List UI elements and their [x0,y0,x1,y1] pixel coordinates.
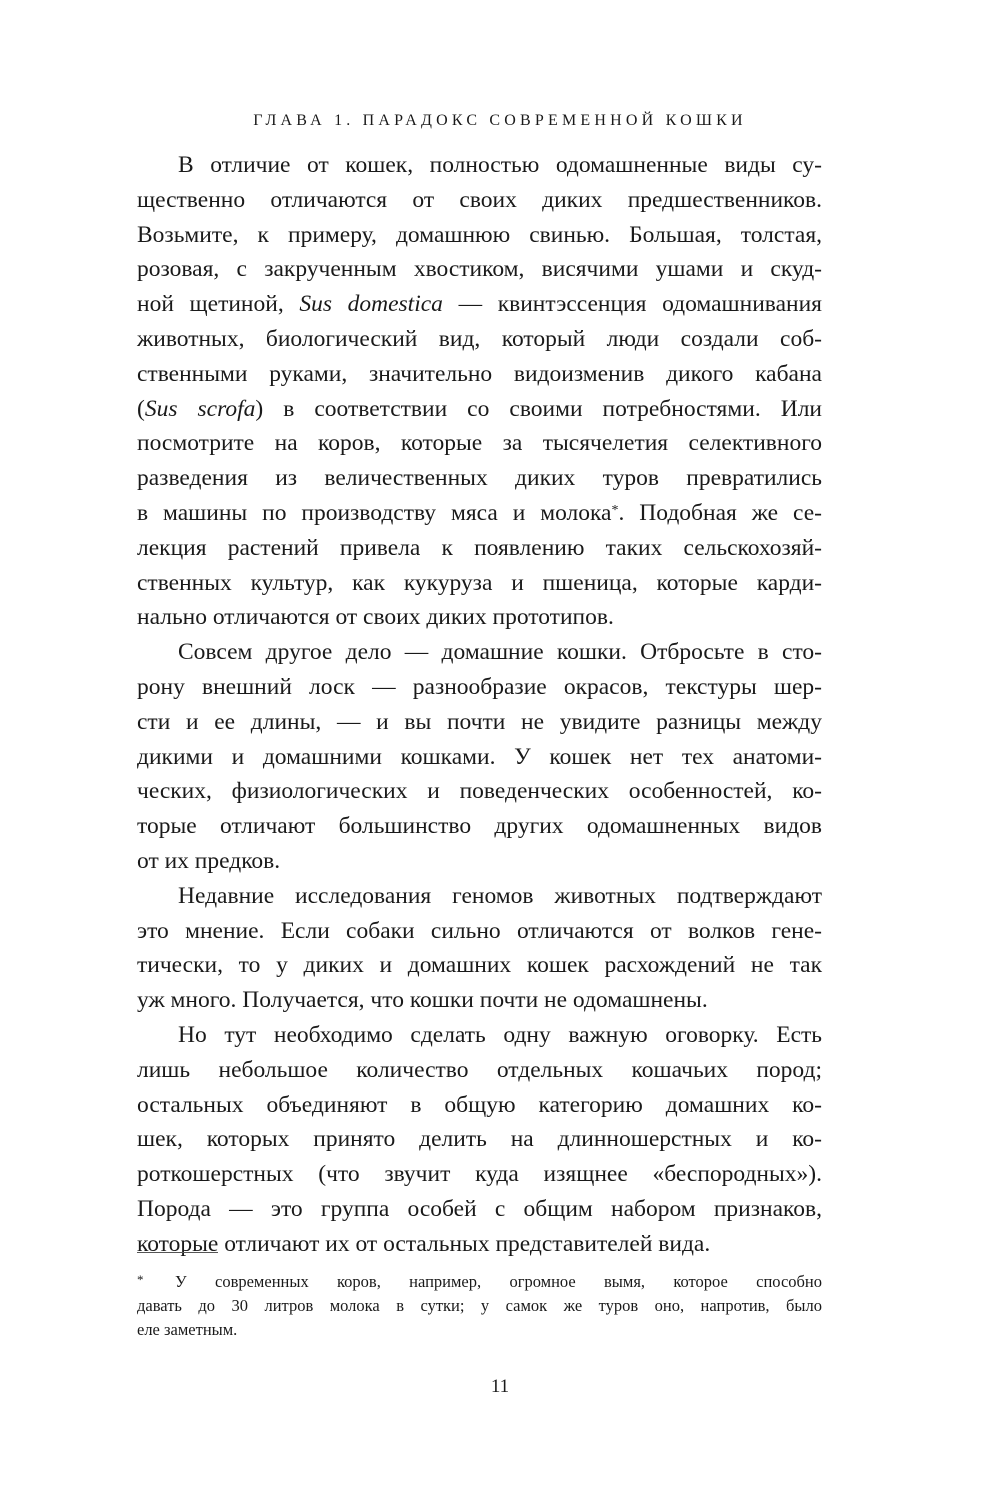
text-line [137,1227,822,1262]
text-segment: ственных культур, как кукуруза и пшеница, которые карди- [137,569,822,596]
text-line [137,740,822,775]
text-segment: розовая, с закрученным хвостиком, висячими ушами и скуд- [137,256,822,283]
italic-text: Sus domestica [299,291,443,318]
text-line [137,948,822,983]
text-segment: рону внешний лоск — разнообразие окрасов, текстуры шер- [137,673,822,700]
text-segment: ческих, физиологических и поведенческих особенностей, ко- [137,778,822,805]
text-line [137,392,822,427]
text-line [137,461,822,496]
text-segment: Возьмите, к примеру, домашнюю свинью. Большая, толстая, [137,221,822,248]
italic-text: Sus scrofa [144,395,256,422]
text-segment: ной щетиной, [137,291,300,318]
footnote-line [137,1268,822,1294]
text-line [137,914,822,949]
text-segment: сти и ее длины, — и вы почти не увидите разницы между [137,708,822,735]
text-line [137,774,822,809]
text-segment: лишь небольшое количество отдельных кошачьих пород; [137,1056,822,1083]
text-line [137,879,822,914]
footnote [137,1268,822,1342]
text-segment: остальных объединяют в общую категорию домашних ко- [137,1091,822,1118]
text-line [137,252,822,287]
body-text [137,148,822,1262]
text-segment: которые отличают их от остальных представителей вида. [137,1230,711,1257]
text-line [137,566,822,601]
text-line [137,670,822,705]
running-header: ГЛАВА 1. ПАРАДОКС СОВРЕМЕННОЙ КОШКИ [253,112,747,129]
text-segment: В отличие от кошек, полностью одомашненные виды су- [178,152,822,178]
text-line [137,496,822,531]
text-segment: Порода — это группа особей с общим набором признаков, [137,1195,822,1222]
text-line [137,357,822,392]
text-segment: уж много. Получается, что кошки почти не одомашнены. [137,987,708,1014]
text-segment: посмотрите на коров, которые за тысячелетия селективного [137,430,822,457]
paragraph [137,148,822,635]
footnote-text: У современных коров, например, огромное вымя, которое способно [175,1272,822,1291]
text-segment: Но тут необходимо сделать одну важную оговорку. Есть [178,1021,822,1048]
text-segment: щественно отличаются от своих диких предшественников. [137,186,822,213]
text-segment: . Подобная же се- [618,499,822,526]
text-segment: ) в соответствии со своими потребностями. Или [255,395,822,422]
paragraph [137,879,822,1018]
footnote-reference: * [611,502,619,518]
text-line [137,809,822,844]
footnote-mark: * [137,1272,144,1287]
text-segment: тически, то у диких и домашних кошек расхождений не так [137,952,822,979]
text-line [137,148,822,183]
text-segment: ( [137,395,145,422]
text-segment: ственными руками, значительно видоизменив дикого кабана [137,360,822,387]
text-line [137,322,822,357]
text-line [137,1088,822,1123]
text-line [137,1157,822,1192]
text-line [137,635,822,670]
text-line [137,1122,822,1157]
paragraph [137,635,822,879]
text-line [137,183,822,218]
text-segment: разведения из величественных диких туров превратились [137,465,822,492]
text-line [137,531,822,566]
text-segment: шек, которых принято делить на длинношерстных и ко- [137,1126,822,1153]
text-segment: — квинтэссенция одомашнивания [442,291,822,318]
text-segment: от их предков. [137,847,281,874]
text-segment: нально отличаются от своих диких прототипов. [137,604,614,631]
text-line [137,705,822,740]
footnote-separator [137,1252,218,1253]
text-segment: в машины по производству мяса и молока [137,499,612,526]
text-line [137,1192,822,1227]
text-segment: лекция растений привела к появлению таких сельскохозяй- [137,534,822,561]
text-line [137,1053,822,1088]
text-line [137,983,822,1018]
footnote-line: давать до 30 литров молока в сутки; у самок же туров оно, напротив, было [137,1296,822,1315]
text-line [137,844,822,879]
page-number: 11 [490,1376,510,1397]
text-line [137,600,822,635]
text-line [137,287,822,322]
text-segment: Недавние исследования геномов животных подтверждают [178,882,822,909]
footnote-line: еле заметным. [137,1320,238,1339]
text-segment: это мнение. Если собаки сильно отличаются от волков гене- [137,917,822,944]
text-line [137,426,822,461]
text-line [137,1018,822,1053]
text-segment: Совсем другое дело — домашние кошки. Отбросьте в сто- [178,639,822,666]
text-line [137,218,822,253]
paragraph [137,1018,822,1262]
text-segment: животных, биологический вид, который люди создали соб- [137,325,822,352]
text-segment: дикими и домашними кошками. У кошек нет тех анатоми- [137,743,822,770]
text-segment: роткошерстных (что звучит куда изящнее «беспородных»). [137,1161,822,1188]
text-segment: торые отличают большинство других одомашненных видов [137,813,822,840]
